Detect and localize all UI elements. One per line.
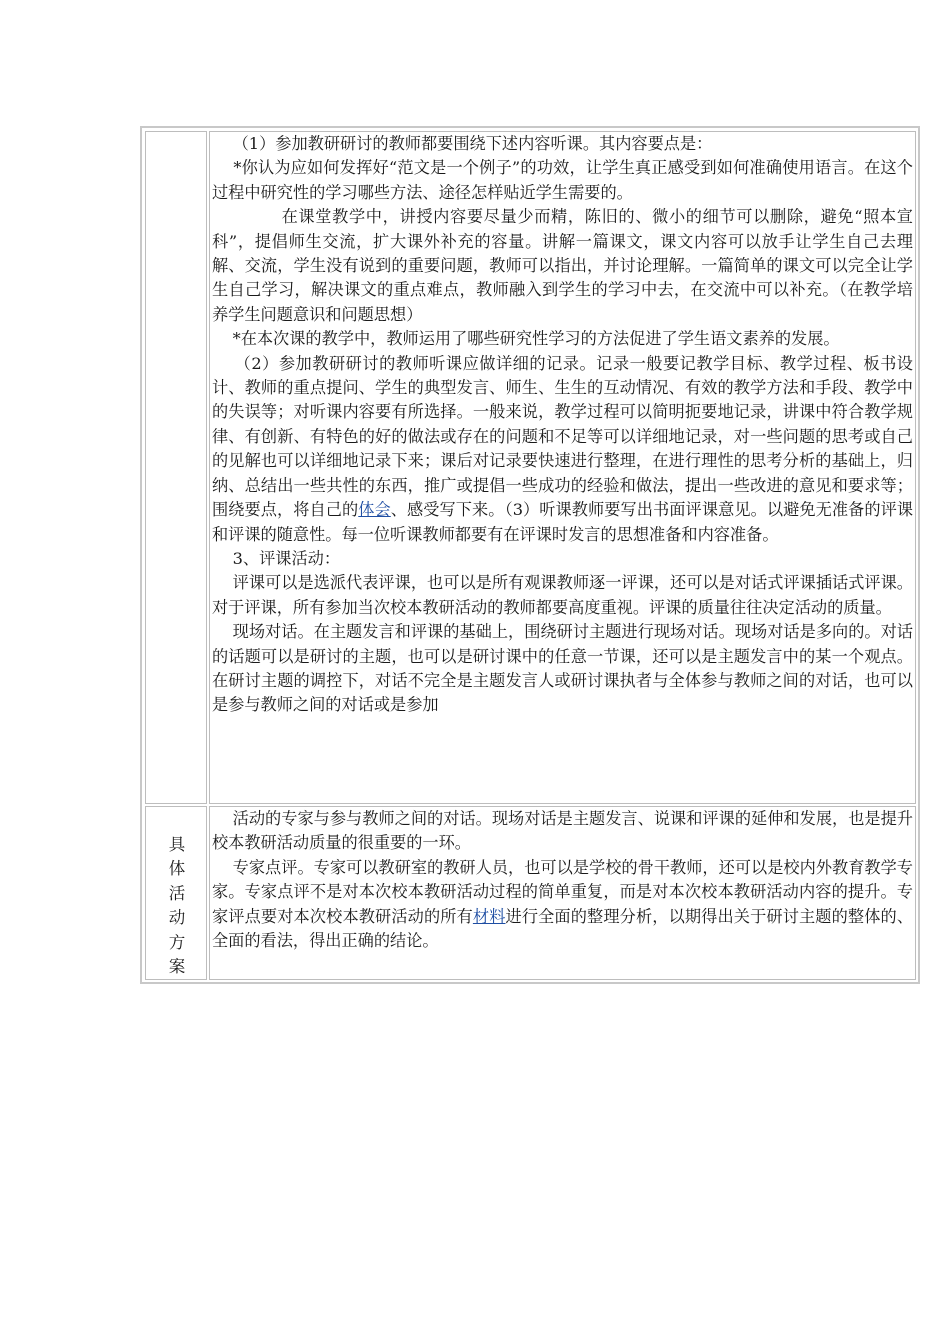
paragraph-expert-review — [212, 856, 913, 954]
link-tihui[interactable]: 体会 — [358, 500, 391, 520]
row2-label-cell — [145, 806, 207, 980]
label-char: 动 — [168, 908, 186, 928]
paragraph-dialogue-continued: 活动的专家与参与教师之间的对话。现场对话是主题发言、说课和评课的延伸和发展，也是提升校本教研活动质量的很重要的一环。 — [212, 809, 913, 853]
link-cailiao[interactable]: 材料 — [472, 906, 506, 926]
plan-table — [140, 126, 920, 984]
paragraph-evaluation: 评课可以是选派代表评课，也可以是所有观课教师逐一评课，还可以是对话式评课插话式评课。对于评课，所有参加当次校本教研活动的教师都要高度重视。评课的质量往往决定活动的质量。 — [212, 573, 913, 617]
paragraph-records — [212, 352, 913, 547]
expert-text: 专家点评。专家可以教研室的教研人员，也可以是学校的骨干教师，还可以是校内外教育教学专家。专家点评不是对本次校本教研活动过程的简单重复，而是对本次校本教研活动内容的提升。专家评点要对本次校本教研活动的所有 — [212, 857, 913, 926]
records-text: （2）参加教研研讨的教师听课应做详细的记录。记录一般要记教学目标、教学过程、板书设计、教师的重点提问、学生的典型发言、师生、生生的互动情况、有效的教学方法和手段、教学中的失误等；对听课内容要有所选择。一般来说，教学过程可以简明扼要地记录，讲课中符合教学规律、有创新、有特色的好的做法或存在的问题和不足等可以详细地记录，对一些问题的思考或自己的见解也可以详细地记录下来；课后对记录要快速进行整理，在进行理性的思考分析的基础上，归纳、总结出一些共性的东西，推广或提倡一些成功的经验和做法，提出一些改进的意见和要求等；围绕要点，将自己的 — [212, 353, 913, 520]
paragraph-listening-intro: （1）参加教研研讨的教师都要围绕下述内容听课。其内容要点是： — [212, 134, 713, 153]
row1-text — [210, 132, 915, 718]
row1-content-cell — [209, 131, 916, 804]
expert-text-continued: 进行全面的整理分析，以期得出关于研讨主题的整体的、全面的看法，得出正确的结论。 — [212, 906, 914, 951]
paragraph-research-methods: *在本次课的教学中，教师运用了哪些研究性学习的方法促进了学生语文素养的发展。 — [212, 329, 840, 349]
paragraph-evaluation-heading: 3、评课活动： — [212, 548, 341, 568]
label-char: 具 — [168, 835, 186, 854]
records-text-continued: 、感受写下来。（3）听课教师要写出书面评课意见。以避免无准备的评课和评课的随意性。每一位听课教师都要有在评课时发言的思想准备和内容准备。 — [212, 500, 914, 544]
label-char: 案 — [168, 957, 186, 977]
paragraph-dialogue: 现场对话。在主题发言和评课的基础上，围绕研讨主题进行现场对话。现场对话是多向的。对话的话题可以是研讨的主题，也可以是研讨课中的任意一节课，还可以是主题发言中的某一个观点。在研讨主题的调控下，对话不完全是主题发言人或研讨课执者与全体参与教师之间的对话，也可以是参与教师之间的对话或是参加 — [212, 622, 913, 715]
row2-text — [210, 807, 915, 953]
specific-plan-label — [146, 833, 208, 979]
row2-content-cell — [209, 806, 916, 980]
row1-label-cell — [145, 131, 207, 804]
label-char: 体 — [168, 859, 186, 879]
label-char: 活 — [168, 883, 186, 903]
paragraph-classroom-teaching: 在课堂教学中，讲授内容要尽量少而精，陈旧的、微小的细节可以删除，避免“照本宣科”，提倡师生交流，扩大课外补充的容量。讲解一篇课文，课文内容可以放手让学生自己去理解、交流，学生没有说到的重要问题，教师可以指出，并讨论理解。一篇简单的课文可以完全让学生自己学习，解决课文的重点难点，教师融入到学生的学习中去，在交流中可以补充。（在教学培养学生问题意识和问题思想） — [212, 207, 913, 324]
paragraph-model-text: *你认为应如何发挥好“范文是一个例子”的功效，让学生真正感受到如何准确使用语言。在这个过程中研究性的学习哪些方法、途径怎样贴近学生需要的。 — [212, 158, 913, 202]
label-char: 方 — [168, 932, 186, 952]
